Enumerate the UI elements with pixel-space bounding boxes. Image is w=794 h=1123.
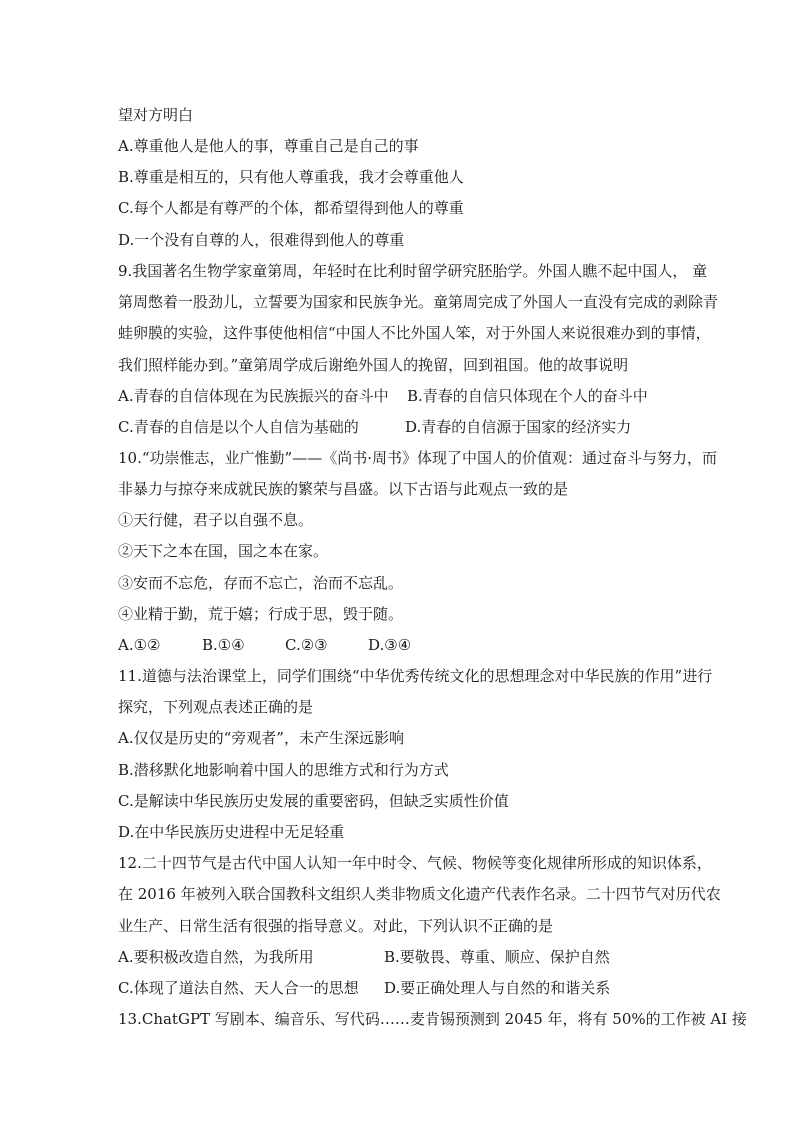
- q9-stem-line-1: 9.我国著名生物学家童第周，年轻时在比利时留学研究胚胎学。外国人瞧不起中国人， 童: [118, 262, 708, 280]
- q10-option-a: A.①②: [118, 636, 161, 654]
- q9-option-d: D.青春的自信源于国家的经济实力: [405, 418, 632, 436]
- q12-option-c: C.体现了道法自然、天人合一的思想: [118, 979, 359, 997]
- q9-option-a: A.青春的自信体现在为民族振兴的奋斗中: [118, 387, 389, 405]
- q10-item-3: ③安而不忘危，存而不忘亡，治而不忘乱。: [118, 574, 404, 592]
- q12-stem-line-2: 在 2016 年被列入联合国教科文组织人类非物质文化遗产代表作名录。二十四节气对历代农: [118, 885, 721, 903]
- q12-stem-line-3: 业生产、日常生活有很强的指导意义。对此，下列认识不正确的是: [118, 917, 554, 935]
- q13-stem-line-1: 13.ChatGPT 写剧本、编音乐、写代码……麦肯锡预测到 2045 年，将有 50%的工作被 AI 接: [118, 1010, 747, 1028]
- q12-option-b: B.要敬畏、尊重、顺应、保护自然: [384, 948, 610, 966]
- q9-option-c: C.青春的自信是以个人自信为基础的: [118, 418, 359, 436]
- q11-stem-line-1: 11.道德与法治课堂上，同学们围绕“中华优秀传统文化的思想理念对中华民族的作用”进行: [118, 667, 713, 685]
- q11-option-c: C.是解读中华民族历史发展的重要密码，但缺乏实质性价值: [118, 792, 509, 810]
- q10-option-b: B.①④: [202, 636, 245, 654]
- q10-option-c: C.②③: [285, 636, 328, 654]
- q8-stem-tail: 望对方明白: [118, 106, 194, 124]
- q8-option-c: C.每个人都是有尊严的个体，都希望得到他人的尊重: [118, 199, 464, 217]
- q12-stem-line-1: 12.二十四节气是古代中国人认知一年中时令、气候、物候等变化规律所形成的知识体系，: [118, 854, 712, 872]
- q10-item-2: ②天下之本在国，国之本在家。: [118, 542, 329, 560]
- q10-stem-line-1: 10.“功崇惟志，业广惟勤”——《尚书·周书》体现了中国人的价值观：通过奋斗与努力，而: [118, 449, 717, 467]
- q9-option-b: B.青春的自信只体现在个人的奋斗中: [407, 387, 648, 405]
- q9-stem-line-4: 我们照样能办到。”童第周学成后谢绝外国人的挽留，回到祖国。他的故事说明: [118, 356, 629, 374]
- q11-option-b: B.潜移默化地影响着中国人的思维方式和行为方式: [118, 761, 449, 779]
- q11-stem-line-2: 探究，下列观点表述正确的是: [118, 698, 314, 716]
- q8-option-b: B.尊重是相互的，只有他人尊重我，我才会尊重他人: [118, 168, 464, 186]
- q10-stem-line-2: 非暴力与掠夺来成就民族的繁荣与昌盛。以下古语与此观点一致的是: [118, 480, 569, 498]
- q12-option-a: A.要积极改造自然，为我所用: [118, 948, 314, 966]
- q11-option-d: D.在中华民族历史进程中无足轻重: [118, 823, 345, 841]
- q12-option-d: D.要正确处理人与自然的和谐关系: [384, 979, 611, 997]
- q9-stem-line-2: 第周憋着一股劲儿，立誓要为国家和民族争光。童第周完成了外国人一直没有完成的剥除青: [118, 293, 719, 311]
- q11-option-a: A.仅仅是历史的“旁观者”，未产生深远影响: [118, 729, 404, 747]
- q10-option-d: D.③④: [368, 636, 412, 654]
- q9-stem-line-3: 蛙卵膜的实验，这件事使他相信“中国人不比外国人笨，对于外国人来说很难办到的事情，: [118, 324, 711, 342]
- q8-option-a: A.尊重他人是他人的事，尊重自己是自己的事: [118, 137, 419, 155]
- q10-item-1: ①天行健，君子以自强不息。: [118, 511, 314, 529]
- q10-item-4: ④业精于勤，荒于嬉；行成于思，毁于随。: [118, 605, 404, 623]
- q8-option-d: D.一个没有自尊的人，很难得到他人的尊重: [118, 231, 405, 249]
